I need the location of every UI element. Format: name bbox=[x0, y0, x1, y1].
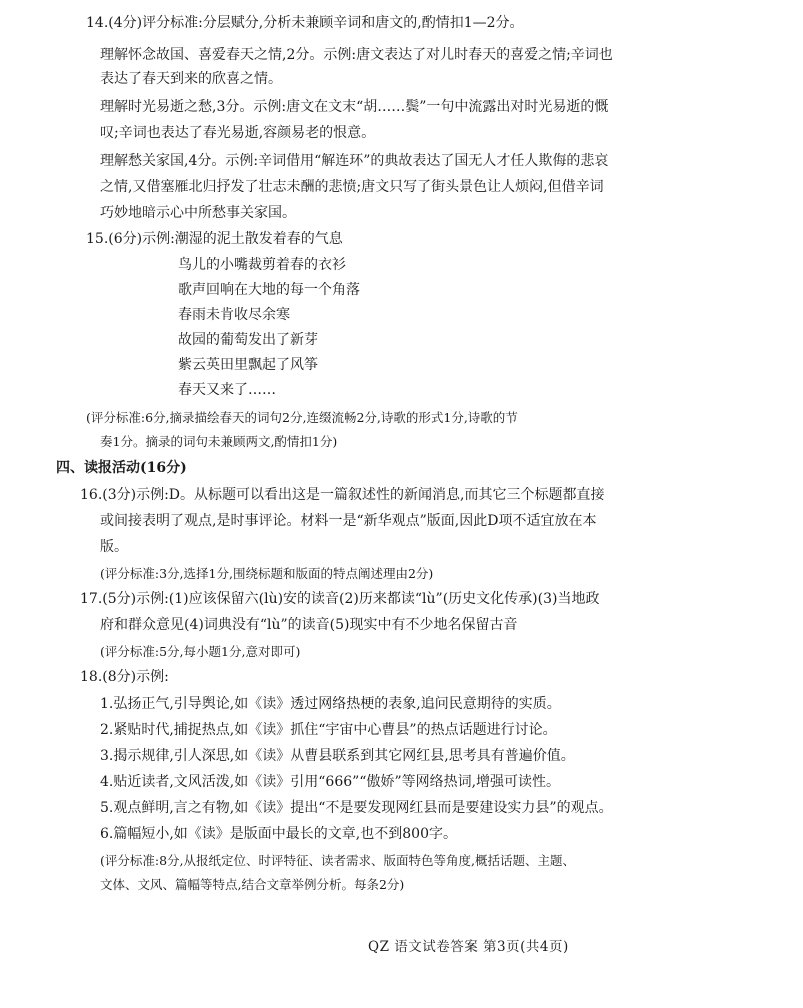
section-4-title: 四、读报活动(16分) bbox=[56, 460, 187, 476]
q18-score-criteria: (评分标准:8分,从报纸定位、时评特征、读者需求、版面特色等角度,概括话题、主题、 bbox=[100, 853, 575, 868]
q15-header: 15.(6分)示例:潮湿的泥土散发着春的气息 bbox=[86, 231, 343, 247]
q14-point-2: 理解时光易逝之愁,3分。示例:唐文在文末“胡……鬓”一句中流露出对时光易逝的慨 bbox=[100, 99, 609, 115]
q16-answer-cont: 或间接表明了观点,是时事评论。材料一是“新华观点”版面,因此D项不适宜放在本 bbox=[100, 513, 597, 529]
q16-answer: 16.(3分)示例:D。从标题可以看出这是一篇叙述性的新闻消息,而其它三个标题都直接 bbox=[80, 487, 605, 503]
q14-point-2-cont: 叹;辛词也表达了春光易逝,容颜易老的恨意。 bbox=[100, 125, 376, 141]
q16-score-criteria: (评分标准:3分,选择1分,围绕标题和版面的特点阐述理由2分) bbox=[100, 566, 434, 581]
q14-point-1: 理解怀念故国、喜爱春天之情,2分。示例:唐文表达了对儿时春天的喜爱之情;辛词也 bbox=[100, 47, 613, 63]
q15-poem-line: 紫云英田里飘起了风筝 bbox=[178, 357, 318, 373]
q18-item: 6.篇幅短小,如《读》是版面中最长的文章,也不到800字。 bbox=[100, 826, 457, 842]
q15-poem-line: 歌声回响在大地的每一个角落 bbox=[178, 282, 360, 298]
q17-score-criteria: (评分标准:5分,每小题1分,意对即可) bbox=[100, 644, 301, 659]
q15-poem-line: 故园的葡萄发出了新芽 bbox=[178, 332, 318, 348]
q17-answer-cont: 府和群众意见(4)词典没有“lù”的读音(5)现实中有不少地名保留古音 bbox=[100, 617, 518, 633]
q15-poem-line: 春雨未肯收尽余寒 bbox=[178, 307, 290, 323]
q14-point-3-end: 巧妙地暗示心中所愁事关家国。 bbox=[100, 205, 296, 221]
q15-score-criteria: (评分标准:6分,摘录描绘春天的词句2分,连缀流畅2分,诗歌的形式1分,诗歌的节 bbox=[86, 410, 518, 425]
q18-item: 2.紧贴时代,捕捉热点,如《读》抓住“宇宙中心曹县”的热点话题进行讨论。 bbox=[100, 722, 557, 738]
q15-score-criteria-cont: 奏1分。摘录的词句未兼顾两文,酌情扣1分) bbox=[100, 434, 338, 449]
q15-poem-line: 春天又来了…… bbox=[178, 382, 276, 398]
q18-score-criteria-cont: 文体、文风、篇幅等特点,结合文章举例分析。每条2分) bbox=[100, 877, 405, 892]
q18-item: 3.揭示规律,引人深思,如《读》从曹县联系到其它网红县,思考具有普遍价值。 bbox=[100, 748, 575, 764]
q17-answer: 17.(5分)示例:(1)应该保留六(lù)安的读音(2)历来都读“lù”(历史文化传承)(3)当地政 bbox=[80, 591, 600, 607]
q18-item: 5.观点鲜明,言之有物,如《读》提出“不是要发现网红县而是要建设实力县”的观点。 bbox=[100, 800, 613, 816]
q14-point-3-cont: 之情,又借塞雁北归抒发了壮志未酬的悲愤;唐文只写了街头景色让人烦闷,但借辛词 bbox=[100, 179, 604, 195]
q14-header: 14.(4分)评分标准:分层赋分,分析未兼顾辛词和唐文的,酌情扣1—2分。 bbox=[86, 15, 524, 31]
q16-answer-end: 版。 bbox=[100, 539, 128, 555]
q14-point-1-cont: 表达了春天到来的欣喜之情。 bbox=[100, 71, 282, 87]
q18-header: 18.(8分)示例: bbox=[80, 669, 169, 685]
q18-item: 4.贴近读者,文风活泼,如《读》引用“666”“傲娇”等网络热词,增强可读性。 bbox=[100, 774, 561, 790]
q14-point-3: 理解愁关家国,4分。示例:辛词借用“解连环”的典故表达了国无人才任人欺侮的悲哀 bbox=[100, 153, 609, 169]
q15-poem-line: 鸟儿的小嘴裁剪着春的衣衫 bbox=[178, 257, 346, 273]
page-footer: QZ 语文试卷答案 第3页(共4页) bbox=[368, 939, 569, 955]
q18-item: 1.弘扬正气,引导舆论,如《读》透过网络热梗的表象,追问民意期待的实质。 bbox=[100, 696, 561, 712]
